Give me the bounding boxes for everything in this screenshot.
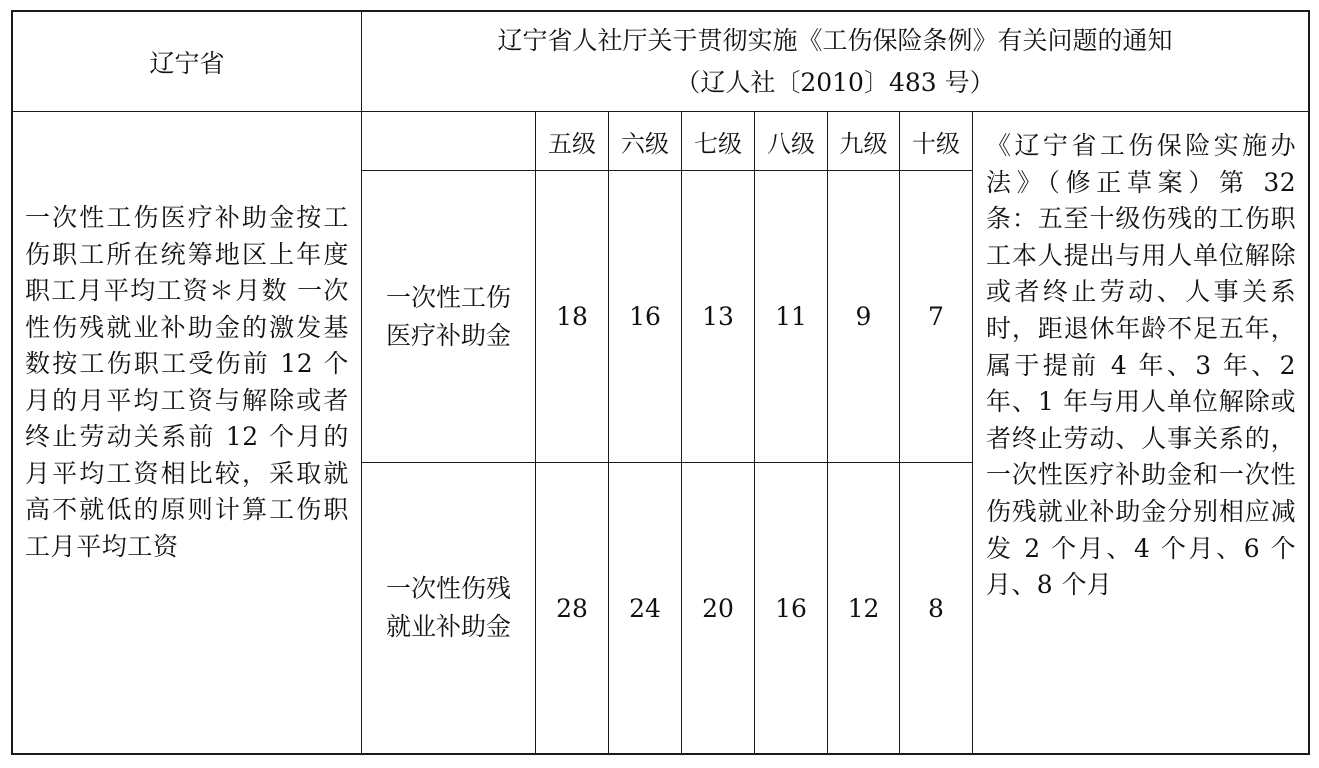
grade-header-8: 八级 [767, 129, 815, 158]
left-rule-text: 一次性工伤医疗补助金按工伤职工所在统筹地区上年度职工月平均工资＊月数 一次性伤残就业补助金的激发基数按工伤职工受伤前 12 个月的月平均工资与解除或者终止劳动关系前 12 个月的月平均工资相比较，采取就高不就低的原则计算工伤职工月平均工资 [25, 203, 349, 561]
notice-title-line2: （辽人社〔2010〕483 号） [675, 67, 995, 97]
medical-value-grade7: 13 [702, 302, 734, 331]
grade-header-6: 六级 [621, 129, 669, 158]
employment-value-grade10: 8 [928, 593, 944, 623]
notice-title-line1: 辽宁省人社厅关于贯彻实施《工伤保险条例》有关问题的通知 [497, 25, 1173, 55]
employment-value-grade5: 28 [556, 593, 588, 623]
row-label-employment-subsidy [362, 463, 535, 753]
grade-header-5: 五级 [548, 129, 596, 158]
grade-table-right-divider [972, 111, 973, 755]
row-label-medical-subsidy [362, 171, 535, 462]
notice-title [362, 12, 1308, 111]
grade-header-7: 七级 [694, 129, 742, 158]
employment-value-grade7: 20 [702, 593, 734, 623]
medical-value-grade10: 7 [928, 302, 944, 331]
row-label-line2: 医疗补助金 [385, 320, 511, 350]
employment-value-grade8: 16 [775, 593, 807, 623]
medical-value-grade6: 16 [629, 302, 661, 331]
grade-header-10: 十级 [912, 129, 960, 158]
medical-value-grade8: 11 [775, 302, 807, 331]
region-header: 辽宁省 [149, 48, 225, 78]
row-label-line1: 一次性工伤 [385, 282, 511, 312]
grade-header-9: 九级 [839, 129, 888, 158]
row-label-line2: 就业补助金 [385, 612, 511, 641]
medical-value-grade5: 18 [556, 302, 588, 331]
employment-value-grade9: 12 [847, 593, 880, 623]
right-note-text: 《辽宁省工伤保险实施办法》（修正草案）第 32 条：五至十级伤残的工伤职工本人提出与用人单位解除或者终止劳动、人事关系时，距退休年龄不足五年，属于提前 4 年、3 年、2 年、1 年与用人单位解除或者终止劳动、人事关系的，一次性医疗补助金和一次性伤残就业补助金分别相应减发 2 个月、4 个月、6 个月、8 个月 [986, 131, 1296, 600]
row-label-line1: 一次性伤残 [385, 574, 511, 603]
employment-value-grade6: 24 [629, 593, 661, 623]
medical-value-grade9: 9 [855, 302, 872, 331]
